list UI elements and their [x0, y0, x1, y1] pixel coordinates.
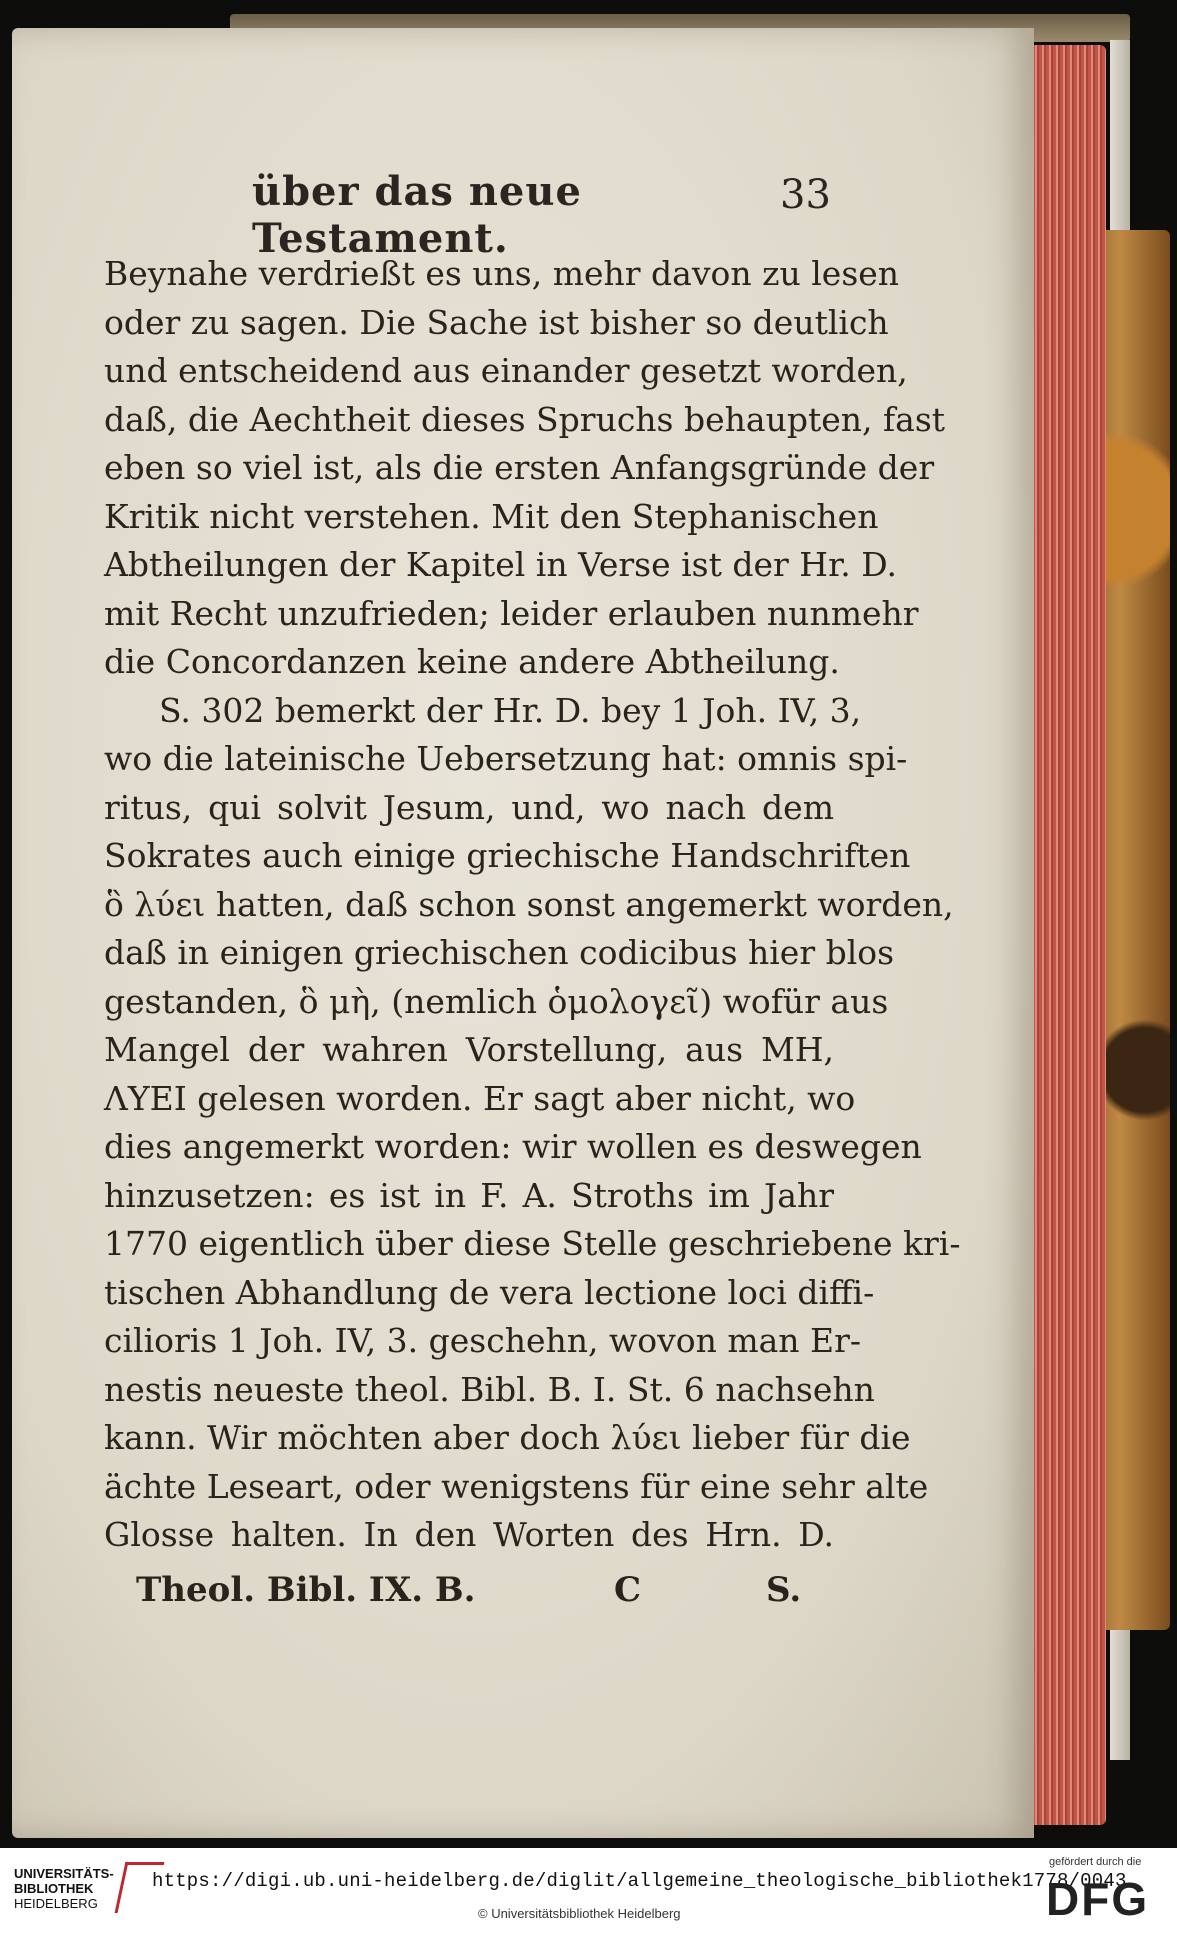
signature-line: [136, 1570, 826, 1620]
text-line: hinzusetzen: es ist in F. A. Stroths im Jahr: [104, 1175, 834, 1215]
text-line: Sokrates auch einige griechische Handschriften: [104, 836, 911, 875]
text-line: ritus, qui solvit Jesum, und, wo nach dem: [104, 787, 834, 827]
body-text: [104, 250, 961, 1560]
text-line: Beynahe verdrießt es uns, mehr davon zu lesen: [104, 254, 900, 293]
signature-title: Theol. Bibl. IX. B.: [136, 1570, 476, 1610]
text-line: dies angemerkt worden: wir wollen es deswegen: [104, 1127, 922, 1166]
viewer-footer: [0, 1848, 1177, 1943]
text-line: Glosse halten. In den Worten des Hrn. D.: [104, 1515, 834, 1554]
library-name-1: UNIVERSITÄTS-: [14, 1866, 114, 1881]
catchword: S.: [766, 1570, 802, 1610]
text-line: oder zu sagen. Die Sache ist bisher so deutlich: [104, 302, 889, 342]
text-line: daß in einigen griechischen codicibus hier blos: [104, 933, 895, 972]
permalink[interactable]: https://digi.ub.uni-heidelberg.de/diglit/allgemeine_theologische_bibliothek1778/0043: [152, 1870, 1127, 1892]
text-line: cilioris 1 Joh. IV, 3. geschehn, wovon man Er-: [104, 1321, 862, 1360]
text-line: ΛΥΕΙ gelesen worden. Er sagt aber nicht, wo: [104, 1078, 856, 1118]
text-line: wo die lateinische Uebersetzung hat: omnis spi-: [104, 739, 908, 778]
text-line: Mangel der wahren Vorstellung, aus MH,: [104, 1030, 834, 1069]
text-line: kann. Wir möchten aber doch λύει lieber für die: [104, 1418, 911, 1457]
copyright-notice: © Universitätsbibliothek Heidelberg: [478, 1906, 681, 1921]
funding-label: gefördert durch die: [1049, 1856, 1142, 1868]
text-line: die Concordanzen keine andere Abtheilung.: [104, 642, 840, 681]
text-line: eben so viel ist, als die ersten Anfangsgründe der: [104, 448, 935, 487]
text-line: tischen Abhandlung de vera lectione loci diffi-: [104, 1272, 875, 1312]
text-line: 1770 eigentlich über diese Stelle geschriebene kri-: [104, 1224, 961, 1263]
text-line: gestanden, ὃ μὴ, (nemlich ὁμολογεῖ) wofür aus: [104, 981, 889, 1021]
library-name-2: BIBLIOTHEK: [14, 1881, 94, 1896]
text-line: Abtheilungen der Kapitel in Verse ist der Hr. D.: [104, 545, 897, 584]
text-line: ächte Leseart, oder wenigstens für eine sehr alte: [104, 1466, 929, 1506]
signature-mark: C: [614, 1570, 642, 1610]
text-line: Kritik nicht verstehen. Mit den Stephanischen: [104, 496, 879, 536]
page-number: 33: [780, 172, 831, 218]
text-line: und entscheidend aus einander gesetzt worden,: [104, 351, 908, 390]
text-line: nestis neueste theol. Bibl. B. I. St. 6 nachsehn: [104, 1369, 875, 1409]
text-line: S. 302 bemerkt der Hr. D. bey 1 Joh. IV, 3,: [159, 690, 862, 730]
dfg-logo: DFG: [1046, 1873, 1150, 1925]
library-logo: [14, 1866, 114, 1911]
running-title: über das neue Testament.: [252, 168, 582, 262]
book-page: [12, 28, 1034, 1838]
text-line: daß, die Aechtheit dieses Spruchs behaupten, fast: [104, 399, 946, 439]
library-name-3: HEIDELBERG: [14, 1896, 98, 1911]
text-line: ὃ λύει hatten, daß schon sonst angemerkt worden,: [104, 884, 954, 924]
text-line: mit Recht unzufrieden; leider erlauben nunmehr: [104, 593, 919, 633]
